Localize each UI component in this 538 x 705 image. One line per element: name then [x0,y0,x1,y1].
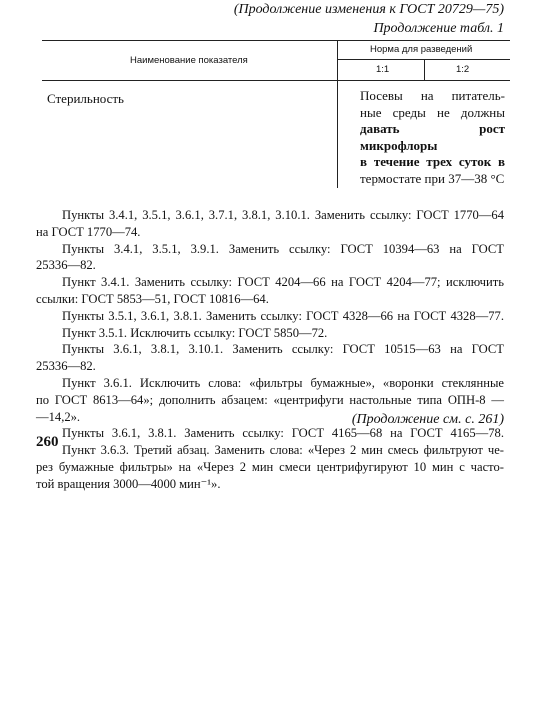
text-line: Пункты 3.4.1, 3.5.1, 3.9.1. Заменить ссылку: ГОСТ 10394—63 на ГОСТ [62,241,504,256]
table-header-bottom-rule [42,80,510,81]
subcolumn-ratio-1-2: 1:2 [456,64,470,75]
continuation-header: (Продолжение изменения к ГОСТ 20729—75) [233,2,504,17]
text-line: Пункты 3.4.1, 3.5.1, 3.6.1, 3.7.1, 3.8.1, 3.10.1. Заменить ссылку: ГОСТ 1770—64 [62,208,504,222]
text-line: той вращения 3000—4000 мин⁻¹». [36,476,221,491]
continuation-footer: (Продолжение см. с. 261) [351,412,504,427]
table-continuation-label: Продолжение табл. 1 [373,21,504,36]
page-number: 260 [36,434,59,450]
row-norm-line: термостате при 37—38 °С [360,170,505,186]
row-norm-line: в течение трех суток в [360,154,505,169]
text-line: —14,2». [36,409,81,424]
column-header-norm: Норма для разведений [370,44,473,55]
text-line: Пункт 3.6.1. Исключить слова: «фильтры бумажные», «воронки стеклянные [62,375,504,390]
column-header-indicator: Наименование показателя [130,55,248,66]
row-norm-cell [360,88,505,187]
table-vertical-divider [337,40,338,188]
row-norm-line: ные среды не должны [360,104,505,120]
text-line: по ГОСТ 8613—64»; дополнить абзацем: «центрифуги настольные типа ОПН-8 — [36,392,504,407]
row-norm-line: Посевы на питатель- [360,88,505,103]
text-line: Пункты 3.6.1, 3.8.1. Заменить ссылку: ГОСТ 4165—68 на ГОСТ 4165—78. [62,426,504,441]
row-indicator-sterility: Стерильность [47,91,124,106]
text-line: Пункт 3.6.3. Третий абзац. Заменить слова: «Через 2 мин смесь фильтруют че- [62,443,504,458]
text-line: Пункт 3.5.1. Исключить ссылку: ГОСТ 5850—72. [62,325,328,340]
text-line: ссылки: ГОСТ 5853—51, ГОСТ 10816—64. [36,291,269,306]
subcolumn-ratio-1-1: 1:1 [376,64,390,75]
table-top-rule [42,40,510,41]
row-norm-line: давать рост микрофлоры [360,121,505,153]
subheader-vertical-divider [424,59,425,80]
text-line: на ГОСТ 1770—74. [36,224,141,239]
text-line: 25336—82. [36,258,96,273]
text-line: Пункт 3.4.1. Заменить ссылку: ГОСТ 4204—66 на ГОСТ 4204—77; исключить [62,275,504,290]
text-line: рез бумажные фильтры» на «Через 2 мин смеси центрифугируют 10 мин с часто- [36,459,504,474]
text-line: Пункты 3.6.1, 3.8.1, 3.10.1. Заменить ссылку: ГОСТ 10515—63 на ГОСТ [62,342,504,357]
text-line: 25336—82. [36,359,96,374]
amendment-text [36,207,504,493]
text-line: Пункты 3.5.1, 3.6.1, 3.8.1. Заменить ссылку: ГОСТ 4328—66 на ГОСТ 4328—77. [62,308,504,323]
